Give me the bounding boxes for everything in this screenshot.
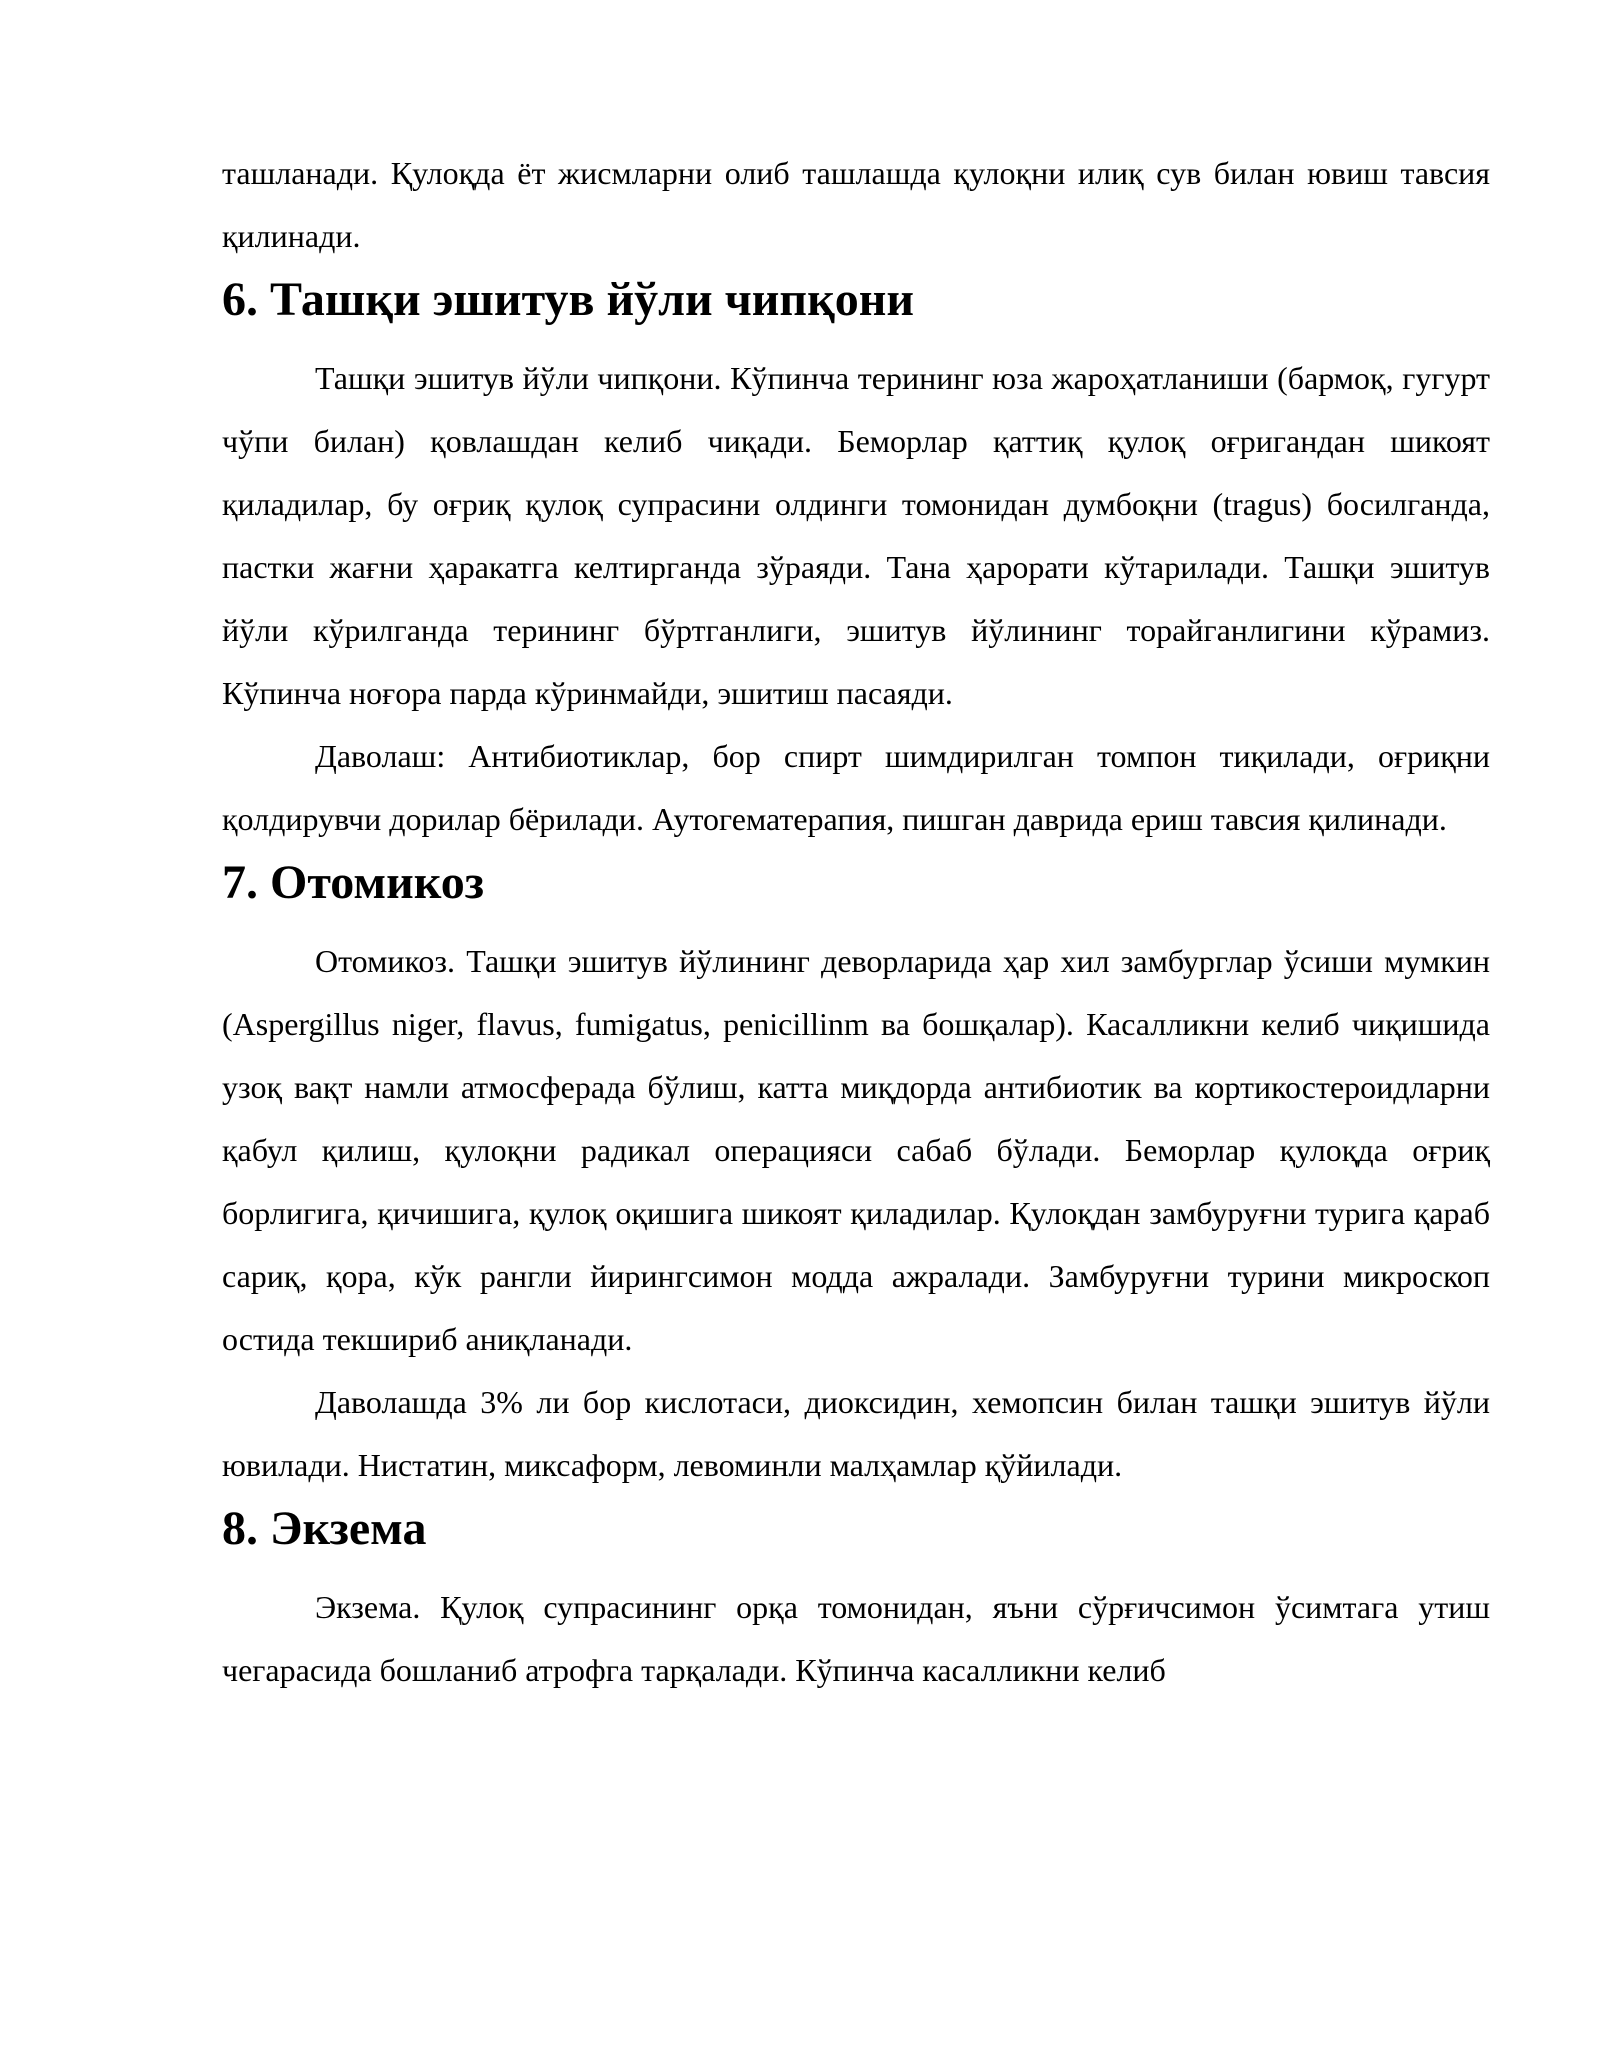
paragraph-otomycosis-description: Отомикоз. Ташқи эшитув йўлининг деворларида ҳар хил замбурглар ўсиши мумкин (Aspergillus niger, flavus, fumigatus, penicillinm ва бошқалар). Касалликни келиб чиқишида узоқ вақт намли атмосферада бўлиш, катта миқдорда антибиотик ва кортикостероидларни қабул қилиш, қулоқни радикал операцияси сабаб бўлади. Беморлар қулоқда оғриқ борлигига, қичишига, қулоқ оқишига шикоят қиладилар. Қулоқдан замбуруғни турига қараб сариқ, қора, кўк рангли йирингсимон модда ажралади. Замбуруғни турини микроскоп остида текшириб аниқланади. [222,943,1490,1357]
document-page [222,142,1490,1702]
paragraph-furuncle-description: Ташқи эшитув йўли чипқони. Кўпинча терининг юза жароҳатланиши (бармоқ, гугурт чўпи билан) қовлашдан келиб чиқади. Беморлар қаттиқ қулоқ оғригандан шикоят қиладилар, бу оғриқ қулоқ супрасини олдинги томонидан думбоқни (tragus) босилганда, пастки жағни ҳаракатга келтирганда зўраяди. Тана ҳарорати кўтарилади. Ташқи эшитув йўли кўрилганда терининг бўртганлиги, эшитув йўлининг торайганлигини кўрамиз. Кўпинча ноғора парда кўринмайди, эшитиш пасаяди. [222,360,1490,711]
section-heading-6: 6. Ташқи эшитув йўли чипқони [222,273,915,326]
paragraph-furuncle-treatment: Даволаш: Антибиотиклар, бор спирт шимдирилган томпон тиқилади, оғриқни қолдирувчи дорилар бёрилади. Аутогематерапия, пишган даврида ериш тавсия қилинади. [222,738,1490,837]
paragraph-continuation: ташланади. Қулоқда ёт жисмларни олиб ташлашда қулоқни илиқ сув билан ювиш тавсия қилинади. [222,155,1490,254]
paragraph-eczema-description: Экзема. Қулоқ супрасининг орқа томонидан, яъни сўрғичсимон ўсимтага утиш чегарасида бошланиб атрофга тарқалади. Кўпинча касалликни келиб [222,1589,1490,1688]
section-heading-7: 7. Отомикоз [222,856,485,909]
paragraph-otomycosis-treatment: Даволашда 3% ли бор кислотаси, диоксидин, хемопсин билан ташқи эшитув йўли ювилади. Нистатин, миксаформ, левоминли малҳамлар қўйилади. [222,1384,1490,1483]
section-heading-8: 8. Экзема [222,1502,427,1555]
